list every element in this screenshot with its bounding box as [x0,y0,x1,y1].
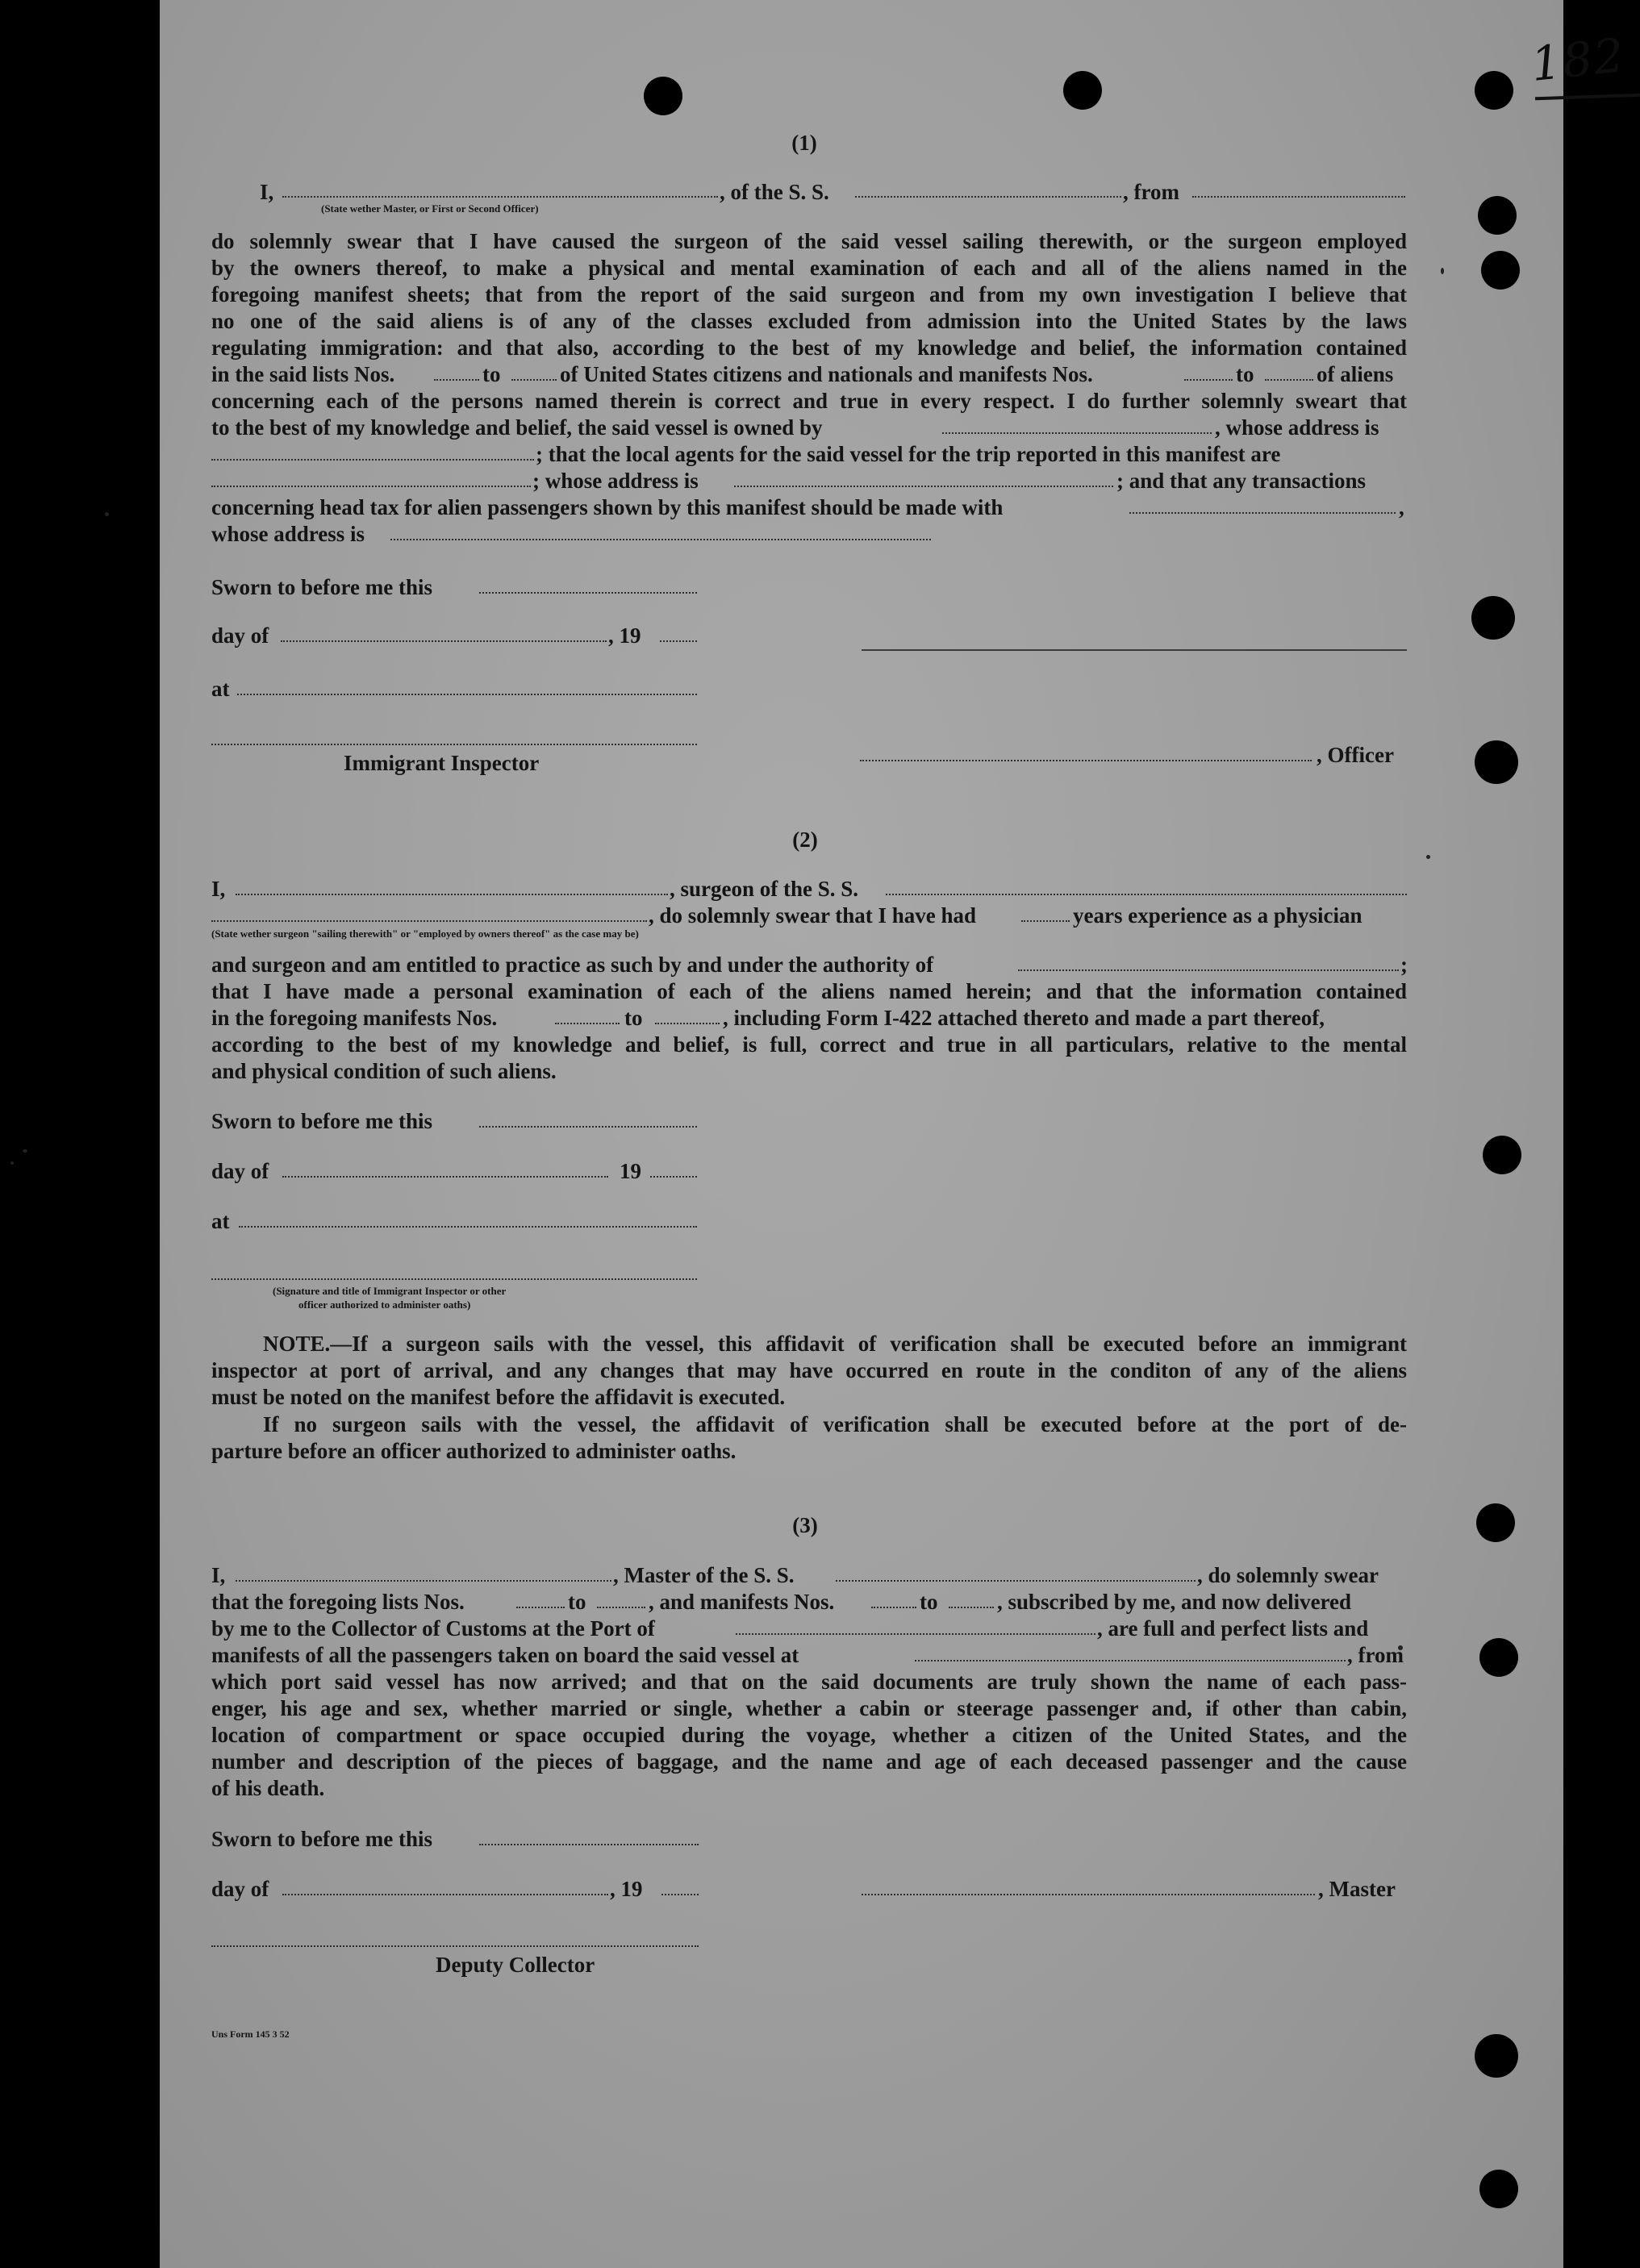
punch-hole [644,77,682,115]
punch-hole [1483,1136,1521,1174]
sworn-label-3: Sworn to before me this [211,1827,432,1851]
section-1-number: (1) [791,131,817,155]
punch-hole [1481,251,1520,290]
section-3-number: (3) [792,1513,818,1537]
master-name-field[interactable] [236,1580,611,1582]
day-of-label: day of [211,623,269,648]
officer-title-field[interactable] [860,760,1312,761]
surgeon-type-field[interactable] [211,920,647,922]
surgeon-note: (State wether surgeon "sailing therewith" or "employed by owners thereof" as the case may be) [211,928,639,940]
boarding-port-field[interactable] [915,1660,1346,1661]
officer-note: (State wether Master, or First or Second Officer) [321,202,539,215]
at-field[interactable] [237,694,697,695]
section-3-text-line: location of compartment or space occupied during the voyage, whether a citizen of the United States, and the [211,1723,1407,1747]
section-3-text-line: number and description of the pieces of baggage, and the name and age of each deceased passenger and the cause [211,1749,1407,1774]
day-of-label-2: day of [211,1159,269,1183]
signature-note: officer authorized to administer oaths) [298,1299,471,1311]
at-field-2[interactable] [239,1226,697,1228]
day-of-field[interactable] [281,640,607,642]
officer-label: , Officer [1317,743,1394,767]
manifests-to-field[interactable] [1265,379,1313,381]
headtax-address-field[interactable] [390,539,931,540]
authority-field[interactable] [1018,969,1399,971]
section-1-text-line: by the owners thereof, to make a physical and mental examination of each and all of the aliens named in the [211,256,1407,280]
section-3-text-line: enger, his age and sex, whether married or single, whether a cabin or steerage passenger and, if other than cabin, [211,1696,1407,1720]
master-manifests-to-field[interactable] [949,1607,994,1608]
officer-signature-line[interactable] [862,649,1407,651]
deputy-label: Deputy Collector [436,1953,595,1977]
lists-to-field[interactable] [511,379,557,381]
section-1-text-line: regulating immigration: and that also, according to the best of my knowledge and belief, the information contained [211,336,1407,360]
note-line: inspector at port of arrival, and any changes that may have occurred en route in the conditon of any of the aliens [211,1358,1407,1382]
punch-hole [1478,196,1517,235]
years-field[interactable] [1021,920,1070,922]
deputy-signature-line[interactable] [211,1945,699,1947]
note-line: parture before an officer authorized to administer oaths. [211,1439,737,1463]
surgeon-manifests-to-field[interactable] [655,1023,720,1024]
punch-hole [1475,2034,1518,2078]
punch-hole [1475,71,1513,110]
surgeon-manifests-from-field[interactable] [555,1023,620,1024]
day-of-label-3: day of [211,1877,269,1901]
surgeon-ship-field[interactable] [886,894,1407,895]
master-manifests-from-field[interactable] [871,1607,916,1608]
signature-note: (Signature and title of Immigrant Inspector or other [273,1285,507,1297]
surgeon-inspector-signature-line[interactable] [211,1278,697,1280]
handwritten-page-number: 182 [1528,27,1628,92]
punch-hole [1475,740,1518,784]
agents-field[interactable] [211,486,531,487]
section-2-text-line: and physical condition of such aliens. [211,1059,557,1083]
owner-address-field[interactable] [211,459,534,461]
officer-name-field[interactable] [282,196,718,198]
inspector-label: Immigrant Inspector [344,751,540,775]
punch-hole [1479,2170,1518,2208]
year-field-2[interactable] [650,1176,697,1178]
sworn-label-2: Sworn to before me this [211,1109,432,1133]
master-lists-from-field[interactable] [516,1607,565,1608]
owner-field[interactable] [942,432,1212,434]
surgeon-name-field[interactable] [236,894,668,895]
agents-address-field[interactable] [734,486,1113,487]
sworn-date-field-3[interactable] [479,1844,699,1845]
at-label-2: at [211,1209,230,1233]
punch-hole [1476,1503,1515,1542]
master-lists-to-field[interactable] [597,1607,645,1608]
year-field-3[interactable] [661,1894,699,1895]
punch-hole [1063,71,1102,110]
section-3-text-line: of his death. [211,1776,325,1800]
year-field[interactable] [660,640,697,642]
master-label: , Master [1318,1877,1396,1901]
section-3-text-line: which port said vessel has now arrived; and that on the said documents are truly shown the name of each pass- [211,1670,1407,1694]
punch-hole [1479,1638,1518,1677]
year-label-2: 19 [620,1159,641,1183]
sworn-date-field-2[interactable] [479,1126,697,1128]
surgeon-of-ss-label: , surgeon of the S. S. [670,877,859,901]
section-2-number: (2) [792,828,818,852]
year-label: , 19 [608,623,641,648]
from-label: , from [1123,180,1179,204]
section-2-text-line: according to the best of my knowledge and belief, is full, correct and true in all particulars, relative to the mental [211,1032,1407,1057]
day-of-field-3[interactable] [282,1894,608,1895]
section-1-text-line: foregoing manifest sheets; that from the report of the said surgeon and from my own investigation I believe that [211,282,1407,306]
of-ss-label: , of the S. S. [720,180,829,204]
at-label: at [211,677,230,701]
port-field[interactable] [736,1633,1095,1635]
master-signature-field[interactable] [862,1894,1315,1895]
section-1-text-line: no one of the said aliens is of any of the classes excluded from admission into the United States by the laws [211,309,1407,333]
year-label-3: , 19 [610,1877,643,1901]
section-1-text-line: concerning each of the persons named therein is correct and true in every respect. I do further solemnly sweart that [211,389,1407,413]
note-line: NOTE.—If a surgeon sails with the vessel, this affidavit of verification shall be executed before an immigrant [263,1332,1407,1356]
headtax-field[interactable] [1129,512,1396,514]
sworn-date-field[interactable] [479,592,697,594]
form-id: Uns Form 145 3 52 [211,2028,290,2040]
note-line: must be noted on the manifest before the affidavit is executed. [211,1385,786,1409]
page-number-underline [1535,94,1640,101]
manifests-from-field[interactable] [1184,379,1233,381]
section-1-text-line: do solemnly swear that I have caused the surgeon of the said vessel sailing therewith, or the surgeon employed [211,229,1407,253]
lists-from-field[interactable] [434,379,479,381]
sworn-label: Sworn to before me this [211,575,432,599]
oath-i-2: I, [211,877,226,901]
ship-name-field[interactable] [855,196,1121,198]
day-of-field-2[interactable] [282,1176,608,1178]
section-2-text-line: that I have made a personal examination of each of the aliens named herein; and that the information contained [211,979,1407,1003]
master-ship-field[interactable] [836,1580,1196,1582]
oath-i: I, [260,180,274,204]
from-port-field[interactable] [1192,196,1405,198]
inspector-signature-line[interactable] [211,744,697,745]
punch-hole [1471,596,1515,640]
note-line: If no surgeon sails with the vessel, the affidavit of verification shall be executed before at the port of de- [263,1412,1407,1436]
